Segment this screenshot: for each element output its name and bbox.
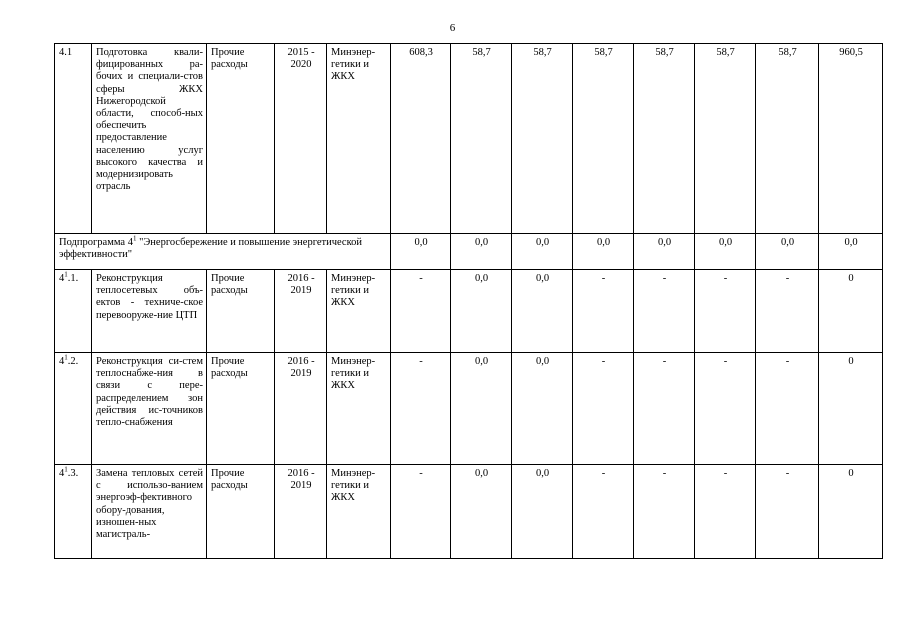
row-value: 0,0 — [512, 465, 573, 559]
row-value: 0,0 — [451, 270, 512, 353]
table-row — [55, 270, 883, 353]
row-executor: Минэнер-гетики и ЖКХ — [327, 44, 391, 234]
row-code-rest: .1. — [67, 273, 79, 284]
row-value: 58,7 — [573, 44, 634, 234]
row-value: - — [695, 465, 756, 559]
subprogram-value: 0,0 — [451, 234, 512, 270]
row-value: - — [756, 353, 819, 465]
row-code — [55, 270, 92, 353]
row-executor: Минэнер-гетики и ЖКХ — [327, 353, 391, 465]
subprogram-value: 0,0 — [391, 234, 451, 270]
row-value: - — [573, 353, 634, 465]
row-value: - — [391, 270, 451, 353]
row-description: Реконструкция теплосетевых объ-ектов - техниче-ское перевооруже-ние ЦТП — [92, 270, 207, 353]
subprogram-title — [55, 234, 391, 270]
subprogram-title-sup: 1 — [132, 234, 137, 243]
row-value: 0 — [819, 353, 883, 465]
row-period: 2015 - 2020 — [275, 44, 327, 234]
row-code-prefix: 4 — [59, 356, 65, 367]
row-value: - — [634, 353, 695, 465]
subprogram-value: 0,0 — [756, 234, 819, 270]
row-code — [55, 465, 92, 559]
row-expense-type: Прочие расходы — [207, 465, 275, 559]
row-value: 58,7 — [634, 44, 695, 234]
row-description: Реконструкция си-стем теплоснабже-ния в связи с пере-распределением зон действия ис-точников тепло-снабжения — [92, 353, 207, 465]
subprogram-title-prefix: Подпрограмма 4 — [59, 237, 133, 248]
row-expense-type: Прочие расходы — [207, 270, 275, 353]
row-value: - — [391, 353, 451, 465]
program-table — [54, 43, 883, 559]
row-code: 4.1 — [55, 44, 92, 234]
row-value: 0,0 — [512, 270, 573, 353]
row-description: Замена тепловых сетей с использо-ванием энергоэф-фективного обору-дования, изношен-ных магистраль- — [92, 465, 207, 559]
row-code-prefix: 4 — [59, 273, 65, 284]
row-period: 2016 - 2019 — [275, 465, 327, 559]
table-row — [55, 353, 883, 465]
row-value: 0 — [819, 465, 883, 559]
row-value: - — [573, 270, 634, 353]
row-code-sup: 1 — [64, 270, 68, 279]
row-value: - — [695, 270, 756, 353]
subprogram-value: 0,0 — [512, 234, 573, 270]
row-value: 58,7 — [695, 44, 756, 234]
subprogram-value: 0,0 — [819, 234, 883, 270]
row-expense-type: Прочие расходы — [207, 44, 275, 234]
subprogram-row — [55, 234, 883, 270]
subprogram-value: 0,0 — [573, 234, 634, 270]
row-value: 0,0 — [451, 353, 512, 465]
row-value: 0,0 — [512, 353, 573, 465]
row-value: 608,3 — [391, 44, 451, 234]
subprogram-title-rest: "Энергосбережение и повышение энергетической эффективности" — [59, 237, 363, 261]
row-code-rest: .2. — [67, 356, 79, 367]
table-row — [55, 465, 883, 559]
row-code-sup: 1 — [64, 465, 68, 474]
subprogram-value: 0,0 — [695, 234, 756, 270]
row-value: - — [695, 353, 756, 465]
row-code-sup: 1 — [64, 353, 68, 362]
row-value: - — [756, 270, 819, 353]
row-value: 58,7 — [512, 44, 573, 234]
row-value: 58,7 — [756, 44, 819, 234]
row-value: - — [634, 465, 695, 559]
row-value: 0,0 — [451, 465, 512, 559]
row-executor: Минэнер-гетики и ЖКХ — [327, 465, 391, 559]
row-expense-type: Прочие расходы — [207, 353, 275, 465]
row-period: 2016 - 2019 — [275, 353, 327, 465]
row-value: 0 — [819, 270, 883, 353]
row-code — [55, 353, 92, 465]
row-value: - — [391, 465, 451, 559]
row-value: 58,7 — [451, 44, 512, 234]
row-code-prefix: 4 — [59, 468, 65, 479]
row-value: - — [756, 465, 819, 559]
table-row — [55, 44, 883, 234]
subprogram-value: 0,0 — [634, 234, 695, 270]
row-value: - — [634, 270, 695, 353]
row-value: 960,5 — [819, 44, 883, 234]
row-period: 2016 - 2019 — [275, 270, 327, 353]
page-number: 6 — [449, 22, 456, 34]
row-code-rest: .3. — [67, 468, 79, 479]
row-description: Подготовка квали-фицированных ра-бочих и специали-стов сферы ЖКХ Нижегородской области, способ-ных обеспечить предоставление населению услуг высокого качества и модернизировать отрасль — [92, 44, 207, 234]
row-value: - — [573, 465, 634, 559]
row-executor: Минэнер-гетики и ЖКХ — [327, 270, 391, 353]
